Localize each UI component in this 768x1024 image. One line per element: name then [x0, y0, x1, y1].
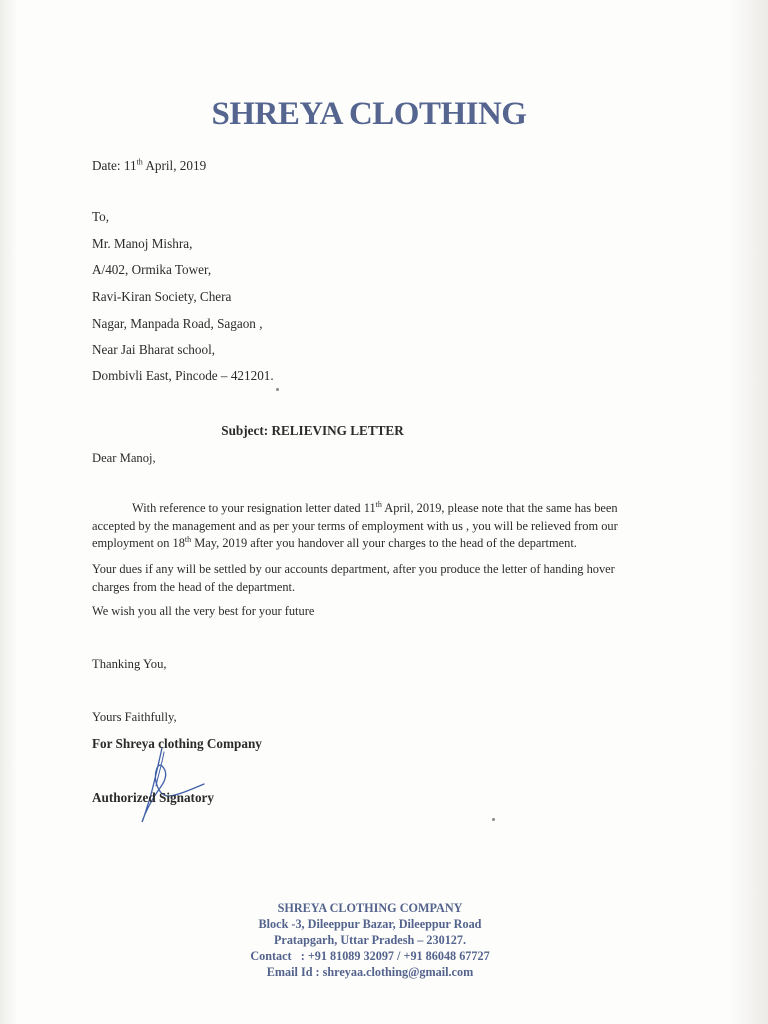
- scan-speck: [492, 818, 495, 821]
- para1-sup-a: th: [375, 499, 382, 509]
- address-line: Nagar, Manpada Road, Sagaon ,: [92, 316, 263, 331]
- scan-shadow-right: [728, 0, 768, 1024]
- footer-contact: Contact : +91 81089 32097 / +91 86048 67727: [250, 949, 490, 963]
- address-line: Dombivli East, Pincode – 421201.: [92, 368, 274, 383]
- date-prefix: Date: 11: [92, 158, 137, 173]
- date-rest: April, 2019: [142, 158, 207, 173]
- footer-address-line-1: Block -3, Dileeppur Bazar, Dileeppur Road: [258, 917, 482, 931]
- closing-thanks: Thanking You,: [92, 657, 167, 671]
- scan-speck: [276, 388, 279, 391]
- footer-email: Email Id : shreyaa.clothing@gmail.com: [266, 965, 474, 979]
- footer-company-name: SHREYA CLOTHING COMPANY: [277, 901, 463, 915]
- address-line: Ravi-Kiran Society, Chera: [92, 289, 232, 304]
- letter-subject: Subject: RELIEVING LETTER: [221, 423, 404, 438]
- letter-date: [92, 158, 206, 174]
- para1-part-c: May, 2019 after you handover all your charges to the head of the department.: [191, 536, 577, 550]
- para1-part-a: With reference to your resignation letter dated 11: [132, 501, 376, 515]
- footer-address-line-2: Pratapgarh, Uttar Pradesh – 230127.: [273, 933, 467, 947]
- address-line: Near Jai Bharat school,: [92, 342, 216, 357]
- address-line: A/402, Ormika Tower,: [92, 262, 212, 277]
- closing-company-line: For Shreya clothing Company: [92, 736, 262, 751]
- body-paragraph-2: Your dues if any will be settled by our accounts department, after you produce the letter of handing hover charges from the head of the department.: [92, 562, 615, 594]
- salutation: Dear Manoj,: [92, 451, 156, 465]
- closing-faithfully: Yours Faithfully,: [92, 710, 177, 724]
- body-paragraph-1: [92, 500, 652, 553]
- date-suffix: th: [136, 157, 143, 167]
- scan-shadow-left: [0, 0, 18, 1024]
- para1-sup-b: th: [184, 534, 192, 544]
- para1-part-b: April, 2019, please note that the same has been accepted by the management and as per your terms of employment with us , you will be relieved from our employment on 18: [92, 501, 618, 550]
- handwritten-signature: [132, 746, 222, 826]
- footer-company-block: [0, 900, 740, 980]
- closing-signatory: Authorized Signatory: [92, 790, 214, 805]
- address-line: Mr. Manoj Mishra,: [92, 236, 193, 251]
- letterhead-title: SHREYA CLOTHING: [211, 96, 527, 132]
- body-paragraph-3: We wish you all the very best for your future: [92, 604, 315, 618]
- address-line: To,: [92, 209, 110, 224]
